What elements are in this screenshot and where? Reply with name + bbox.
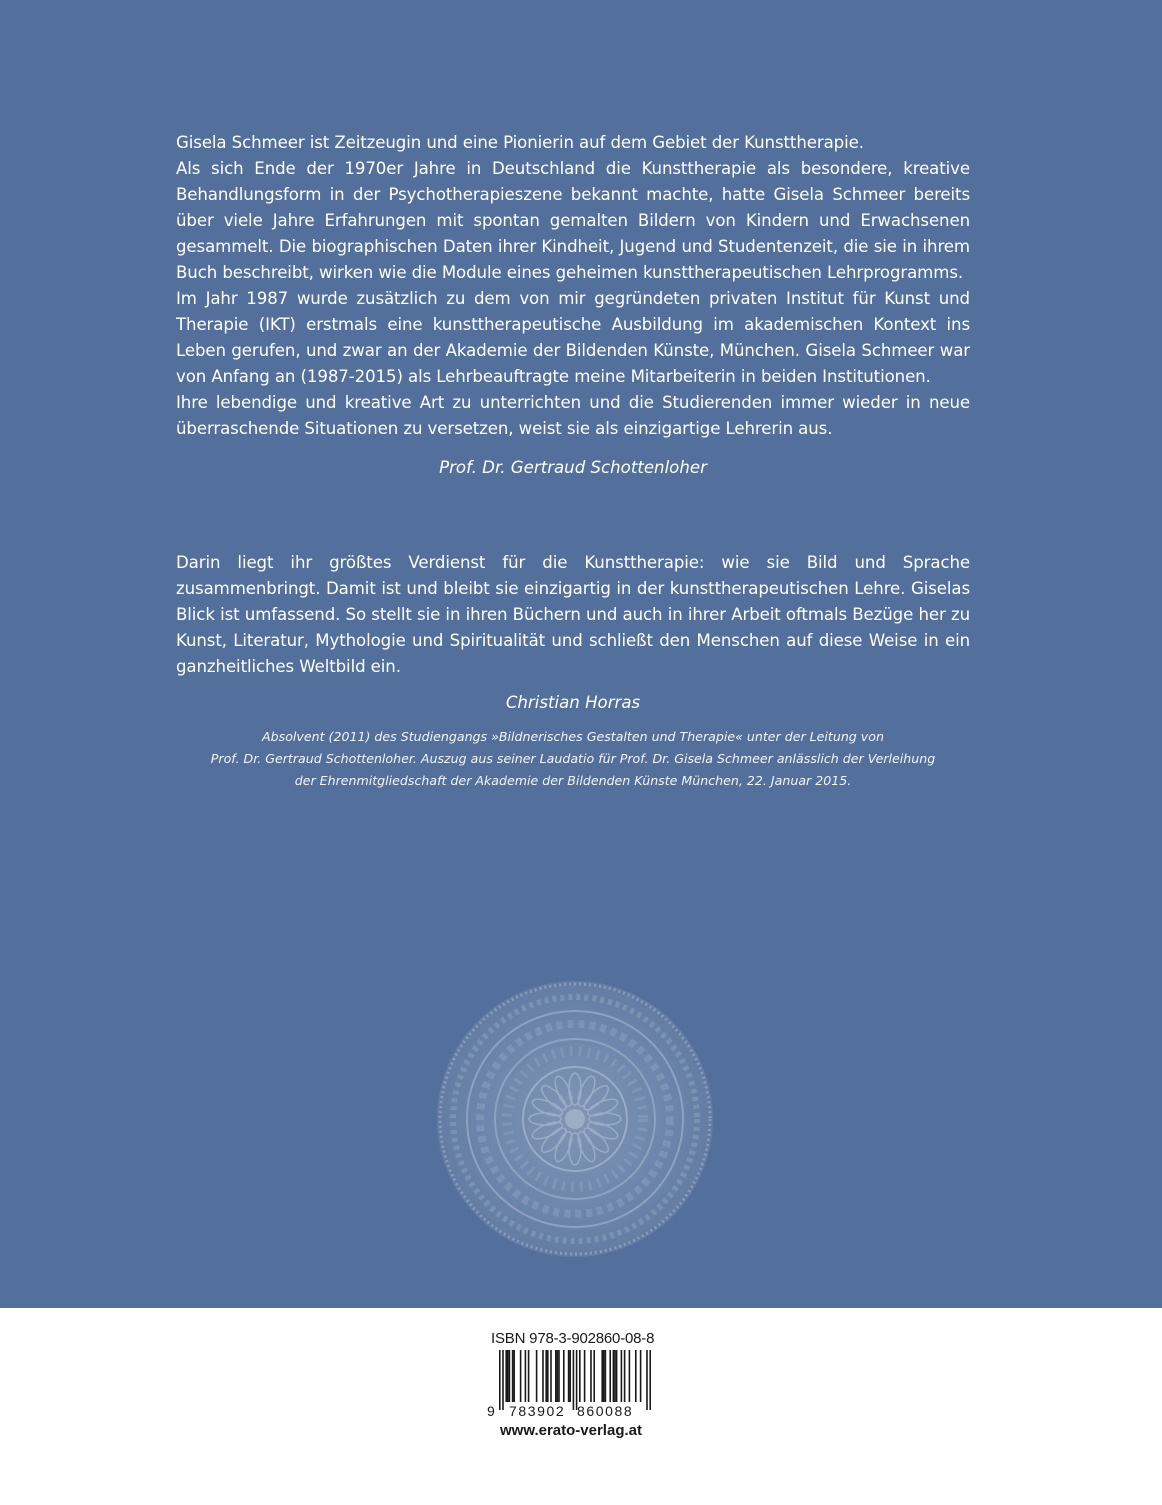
quote-horras: [176, 550, 970, 792]
isbn-label: ISBN 978-3-902860-08-8: [491, 1330, 655, 1347]
barcode-bar: [555, 1350, 557, 1402]
barcode-bar: [542, 1350, 544, 1402]
barcode-bar: [624, 1350, 626, 1402]
barcode-bar: [520, 1350, 522, 1402]
barcode-bar: [573, 1350, 575, 1410]
quote1-signature: Prof. Dr. Gertraud Schottenloher: [439, 458, 707, 477]
barcode-bar: [558, 1350, 560, 1402]
barcode-bar: [603, 1350, 605, 1402]
quote1-paragraph-3: Im Jahr 1987 wurde zusätzlich zu dem von mir gegründeten privaten Institut für Kunst und Therapie (IKT) erstmals eine kunsttherapeutische Ausbildung im akademischen Kontext ins Leben gerufen, und zwar an der Akademie der Bildenden Künste, München. Gisela Schmeer war von Anfang an (1987-2015) als Lehrbeauftragte meine Mitarbeiterin in beiden Institutionen.: [176, 289, 970, 386]
barcode-bar: [590, 1350, 592, 1402]
barcode-bar: [505, 1350, 507, 1402]
barcode-bar: [616, 1350, 618, 1402]
barcode-bar: [525, 1350, 527, 1402]
barcode-bar: [569, 1350, 571, 1402]
barcode-bar: [614, 1350, 616, 1402]
barcode-bar: [601, 1350, 603, 1402]
barcode-bar: [513, 1350, 515, 1402]
barcode-bar: [605, 1350, 607, 1402]
barcode-bar: [640, 1350, 642, 1402]
barcode-bar: [557, 1350, 559, 1402]
quote1-paragraph-2: Als sich Ende der 1970er Jahre in Deutschland die Kunsttherapie als besondere, kreative Behandlungsform in der Psychotherapieszene bekannt machte, hatte Gisela Schmeer bereits über viele Jahre Erfahrungen mit spontan gemalten Bildern von Kindern und Erwachsenen gesammelt. Die biographischen Daten ihrer Kindheit, Jugend und Studentenzeit, die sie in ihrem Buch beschreibt, wirken wie die Module eines geheimen kunsttherapeutischen Lehrprogramms.: [176, 159, 970, 282]
isbn-barcode: [484, 1327, 664, 1447]
barcode-bar: [609, 1350, 611, 1402]
barcode-bar: [584, 1350, 586, 1402]
barcode-bar: [635, 1350, 637, 1402]
barcode-bar: [593, 1350, 595, 1402]
barcode-bar: [499, 1350, 501, 1410]
barcode-bar: [579, 1350, 581, 1402]
quote-schottenloher: [176, 130, 970, 481]
barcode-bar: [621, 1350, 623, 1402]
barcode-bar: [646, 1350, 648, 1410]
note-line-3: der Ehrenmitgliedschaft der Akademie der Bildenden Künste München, 22. Januar 2015.: [294, 773, 852, 788]
barcode-bar: [528, 1350, 530, 1402]
note-line-1: Absolvent (2011) des Studiengangs »Bildnerisches Gestalten und Therapie« unter der Leitung von: [262, 729, 884, 744]
barcode-digits-right: 860088: [577, 1403, 634, 1419]
barcode-bar: [502, 1350, 504, 1410]
barcode-bar: [649, 1350, 651, 1410]
barcode-digit-first: 9: [487, 1403, 495, 1419]
barcode-bar: [512, 1350, 514, 1402]
barcode-bar: [536, 1350, 538, 1402]
barcode-bar: [509, 1350, 511, 1402]
barcode-bar: [507, 1350, 509, 1402]
quote2-paragraph-1: Darin liegt ihr größtes Verdienst für die Kunsttherapie: wie sie Bild und Sprache zusammenbringt. Damit ist und bleibt sie einzigartig in der kunsttherapeutischen Lehre. Giselas Blick ist umfassend. So stellt sie in ihren Büchern und auch in ihrer Arbeit oftmals Bezüge her zu Kunst, Literatur, Mythologie und Spiritualität und schließt den Menschen auf diese Weise in ein ganzheitliches Weltbild ein.: [176, 553, 970, 676]
quote1-paragraph-4: Ihre lebendige und kreative Art zu unterrichten und die Studierenden immer wieder in neue überraschende Situationen zu versetzen, weist sie als einzigartige Lehrerin aus.: [176, 393, 970, 438]
barcode-bar: [547, 1350, 549, 1402]
barcode-bar: [568, 1350, 570, 1402]
note-line-2: Prof. Dr. Gertraud Schottenloher. Auszug aus seiner Laudatio für Prof. Dr. Gisela Schmeer anlässlich der Verleihung: [210, 751, 936, 766]
barcode-bar: [629, 1350, 631, 1402]
barcode-bar: [576, 1350, 578, 1410]
publisher-url: www.erato-verlag.at: [500, 1422, 642, 1439]
barcode-bar: [563, 1350, 565, 1402]
barcode-bar: [550, 1350, 552, 1402]
barcode-bar: [545, 1350, 547, 1402]
barcode-digits-left: 783902: [509, 1403, 566, 1419]
quote2-signature: Christian Horras: [505, 693, 641, 712]
mandala-rosette-image: [435, 979, 715, 1259]
quote2-note: [176, 726, 970, 792]
barcode-bar: [613, 1350, 615, 1402]
footer-band: [0, 1308, 1162, 1505]
barcode-bars: [499, 1350, 663, 1410]
quote1-paragraph-1: Gisela Schmeer ist Zeitzeugin und eine Pionierin auf dem Gebiet der Kunsttherapie.: [176, 133, 864, 152]
